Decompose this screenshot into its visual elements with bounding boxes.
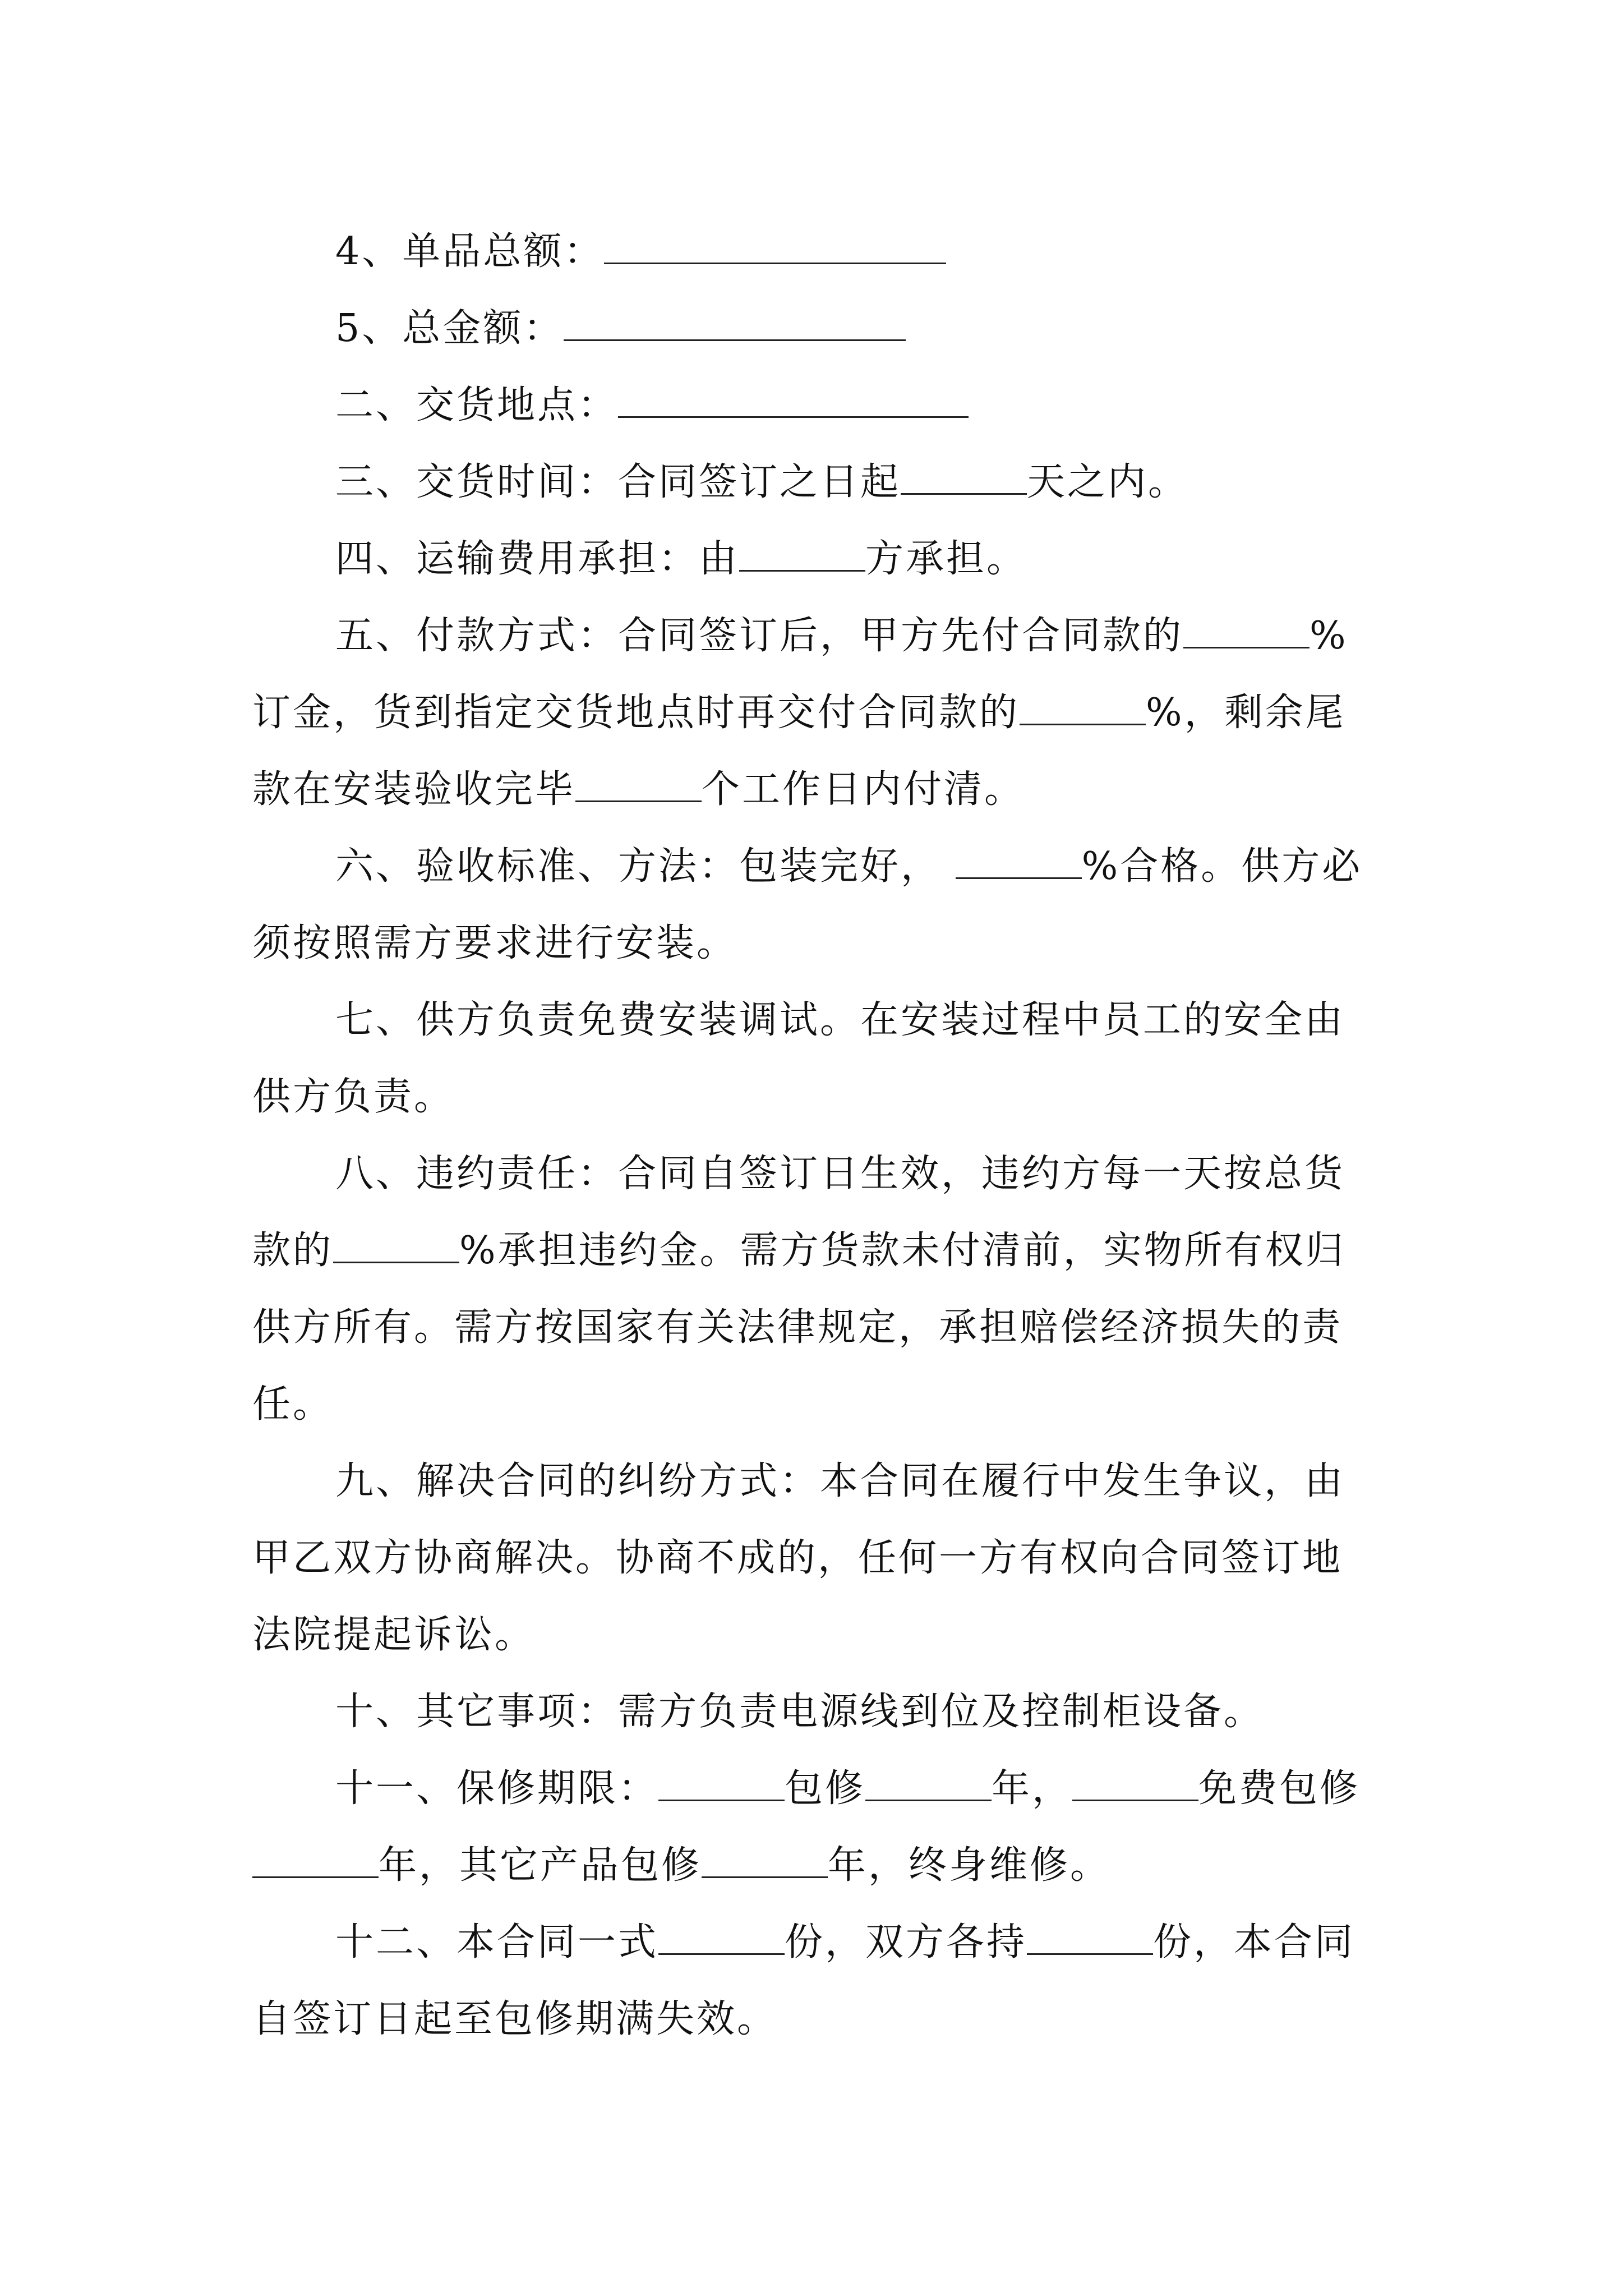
clause-p-copies xyxy=(252,1904,1380,2058)
fill-in-blank[interactable] xyxy=(865,1766,992,1801)
clause-text: %，剩余尾款在安装验收完毕 xyxy=(252,691,1346,812)
fill-in-blank[interactable] xyxy=(956,844,1082,879)
clause-text: 五、付款方式：合同签订后，甲方先付合同款的 xyxy=(335,614,1184,658)
clause-text: 十、其它事项：需方负责电源线到位及控制柜设备。 xyxy=(335,1690,1265,1734)
fill-in-blank[interactable] xyxy=(564,306,906,341)
clause-text: 八、违约责任：合同自签订日生效，违约方每一天按总货款的 xyxy=(252,1152,1345,1273)
fill-in-blank[interactable] xyxy=(1183,613,1310,648)
fill-in-blank[interactable] xyxy=(901,459,1027,495)
clause-p-delivery-time xyxy=(252,444,1380,521)
clause-text: %承担违约金。需方货款未付清前，实物所有权归供方所有。需方按国家有关法律规定，承担赔偿经济损失的责任。 xyxy=(252,1228,1346,1427)
clause-text: 七、供方负责免费安装调试。在安装过程中员工的安全由供方负责。 xyxy=(252,998,1345,1119)
clause-text: 四、运输费用承担：由 xyxy=(335,537,740,581)
clause-p-installation xyxy=(252,982,1380,1135)
clause-p-acceptance xyxy=(252,828,1380,982)
clause-p4 xyxy=(252,213,1380,290)
clause-text: 个工作日内付清。 xyxy=(702,767,1025,812)
fill-in-blank[interactable] xyxy=(333,1228,459,1263)
clause-text: 年，终身维修。 xyxy=(828,1843,1111,1888)
fill-in-blank[interactable] xyxy=(604,229,946,264)
clause-text: 三、交货时间：合同签订之日起 xyxy=(335,460,901,504)
clause-text: 六、验收标准、方法：包装完好， xyxy=(335,844,956,889)
clause-text: 天之内。 xyxy=(1027,460,1189,504)
clause-p-payment xyxy=(252,597,1380,828)
clause-text: 免费包修 xyxy=(1198,1766,1361,1811)
clause-text: 九、解决合同的纠纷方式：本合同在履行中发生争议，由甲乙双方协商解决。协商不成的，任何一方有权向合同签订地法院提起诉讼。 xyxy=(252,1459,1345,1657)
fill-in-blank[interactable] xyxy=(618,383,969,418)
clause-p-other xyxy=(252,1673,1380,1750)
clause-text: %订金，货到指定交货地点时再交付合同款的 xyxy=(252,614,1348,735)
clause-p-dispute xyxy=(252,1443,1380,1673)
fill-in-blank[interactable] xyxy=(658,1766,785,1801)
clause-text: 份，双方各持 xyxy=(785,1920,1027,1964)
fill-in-blank[interactable] xyxy=(702,1843,828,1878)
clause-text: 4、单品总额： xyxy=(335,229,605,274)
fill-in-blank[interactable] xyxy=(1020,690,1146,725)
clause-p5 xyxy=(252,290,1380,367)
clause-text: 年，其它产品包修 xyxy=(379,1843,702,1888)
clause-p-liability xyxy=(252,1135,1380,1443)
clause-p-transport xyxy=(252,521,1380,597)
clause-text: 5、总金额： xyxy=(335,306,564,351)
clause-text: 二、交货地点： xyxy=(335,383,619,427)
clause-text: 包修 xyxy=(785,1766,866,1811)
fill-in-blank[interactable] xyxy=(658,1920,785,1955)
clause-text: %合格。供方必须按照需方要求进行安装。 xyxy=(252,844,1363,965)
fill-in-blank[interactable] xyxy=(1072,1766,1198,1801)
fill-in-blank[interactable] xyxy=(252,1843,379,1878)
clause-p-delivery-place xyxy=(252,367,1380,444)
fill-in-blank[interactable] xyxy=(1027,1920,1153,1955)
fill-in-blank[interactable] xyxy=(575,767,702,802)
clause-text: 方承担。 xyxy=(865,537,1027,581)
clause-p-warranty xyxy=(252,1750,1380,1904)
clause-text: 十二、本合同一式 xyxy=(335,1920,659,1964)
contract-body xyxy=(252,213,1380,2058)
fill-in-blank[interactable] xyxy=(739,536,865,572)
clause-text: 年， xyxy=(992,1766,1073,1811)
clause-text: 十一、保修期限： xyxy=(335,1766,659,1811)
clause-text: 份，本合同自签订日起至包修期满失效。 xyxy=(252,1920,1355,2041)
